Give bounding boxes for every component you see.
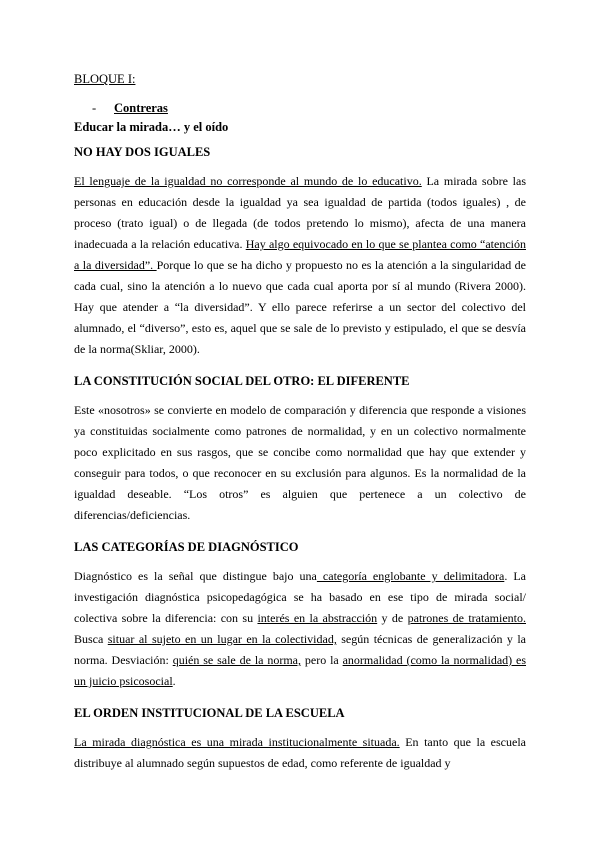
text-run: En tanto que la escuela distribuye al alumnado según supuestos de edad, como referente de igualdad y xyxy=(74,735,526,770)
paragraph-constitucion-social xyxy=(74,400,526,526)
underlined-phrase: quién se sale de la norma, xyxy=(172,653,302,667)
bullet-dash: - xyxy=(92,101,97,115)
author-bullet xyxy=(92,101,526,116)
underlined-phrase: El lenguaje de la igualdad no corresponde al mundo de lo educativo. xyxy=(74,174,422,188)
underlined-phrase: situar al sujeto en un lugar en la colectividad, xyxy=(107,632,337,646)
underlined-phrase: patrones de tratamiento. xyxy=(407,611,526,625)
underlined-phrase: La mirada diagnóstica es una mirada institucionalmente situada. xyxy=(74,735,400,749)
text-run: . La investigación diagnóstica psicopedagógica se ha basado en ese tipo de mirada social/ colectiva sobre la diferencia: con su xyxy=(74,569,527,625)
chapter-subtitle: Educar la mirada… y el oído xyxy=(74,120,229,134)
paragraph-categorias-diagnostico xyxy=(74,566,526,692)
section-title-constitucion-social: LA CONSTITUCIÓN SOCIAL DEL OTRO: EL DIFERENTE xyxy=(74,374,410,388)
section-title-categorias-diagnostico: LAS CATEGORÍAS DE DIAGNÓSTICO xyxy=(74,540,299,554)
text-run: . xyxy=(172,674,176,688)
underlined-phrase: Hay algo equivocado en lo que se plantea como “atención a la diversidad”. xyxy=(74,237,526,272)
text-run: Busca xyxy=(74,632,108,646)
block-heading: BLOQUE I: xyxy=(74,72,136,86)
text-run: según técnicas de generalización y la norma. Desviación: xyxy=(74,632,527,667)
text-run: y de xyxy=(377,611,408,625)
paragraph-no-hay-dos-iguales xyxy=(74,171,526,360)
section-title-no-hay-dos-iguales: NO HAY DOS IGUALES xyxy=(74,145,211,159)
paragraph-orden-institucional xyxy=(74,732,526,774)
underlined-phrase: anormalidad (como la normalidad) es un juicio psicosocial xyxy=(74,653,527,688)
author-name: Contreras xyxy=(114,101,168,115)
text-run: La mirada sobre las personas en educación desde la igualdad ya sea igualdad de partida (todos iguales) , de proceso (trato igual) o de llegada (de todos pretendo lo mismo), afecta de una manera inadecuada a la relación educativa. xyxy=(74,174,527,251)
text-run: Este «nosotros» se convierte en modelo de comparación y diferencia que responde a visiones ya constituidas socialmente como patrones de normalidad, y en un colectivo normalmente poco explicitado en sus rasgos, que se concibe como normalidad que hay que extender y conseguir para todos, o que reconocer en su exclusión para algunos. Es la normalidad de la igualdad deseable. “Los otros” es alguien que pertenece a un colectivo de diferencias/deficiencias. xyxy=(74,403,526,522)
underlined-phrase: interés en la abstracción xyxy=(257,611,378,625)
text-run: Porque lo que se ha dicho y propuesto no es la atención a la singularidad de cada cual, sino la atención a lo nuevo que cada cual aporta por sí al mundo (Rivera 2000). Hay que atender a “la diversidad”. Y ello parece referirse a un sector del colectivo del alumnado, el “diverso”, esto es, aquel que se sale de lo previsto y estipulado, el que se desvía de la norma(Skliar, 2000). xyxy=(74,258,526,356)
text-run: Diagnóstico es la señal que distingue bajo una xyxy=(74,569,317,583)
underlined-phrase: categoría englobante y delimitadora xyxy=(316,569,505,583)
section-title-orden-institucional: EL ORDEN INSTITUCIONAL DE LA ESCUELA xyxy=(74,706,345,720)
text-run: pero la xyxy=(301,653,343,667)
